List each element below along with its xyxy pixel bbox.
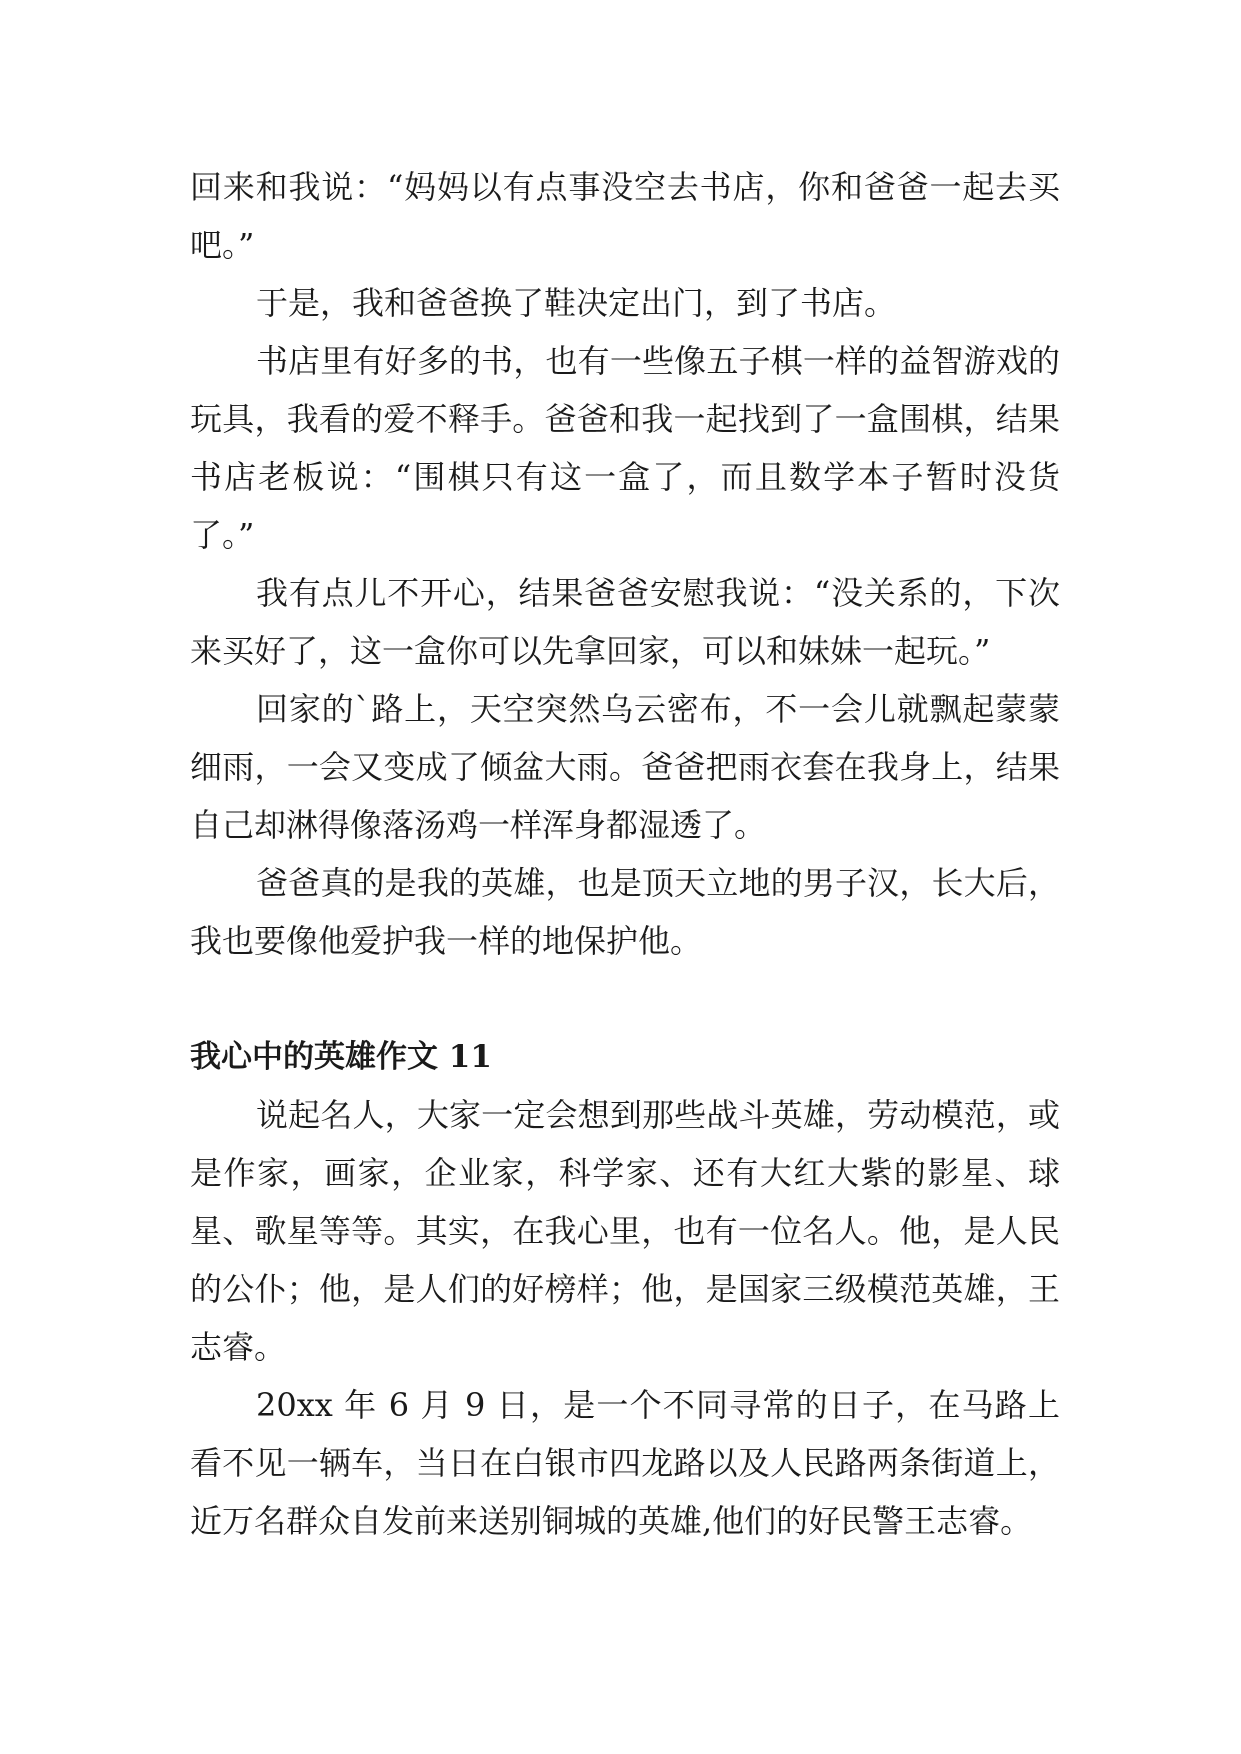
paragraph: 爸爸真的是我的英雄，也是顶天立地的男子汉，长大后，我也要像他爱护我一样的地保护他。 bbox=[190, 864, 1060, 960]
paragraph: 20xx 年 6 月 9 日，是一个不同寻常的日子，在马路上看不见一辆车，当日在白银市四龙路以及人民路两条街道上，近万名群众自发前来送别铜城的英雄,他们的好民警王志睿。 bbox=[190, 1386, 1060, 1540]
paragraph: 说起名人，大家一定会想到那些战斗英雄，劳动模范，或是作家，画家，企业家，科学家、还有大红大紫的影星、球星、歌星等等。其实，在我心里，也有一位名人。他，是人民的公仆；他，是人们的好榜样；他，是国家三级模范英雄，王志睿。 bbox=[190, 1096, 1060, 1366]
document-body bbox=[190, 158, 1060, 1550]
paragraph: 我有点儿不开心，结果爸爸安慰我说：“没关系的，下次来买好了，这一盒你可以先拿回家，可以和妹妹一起玩。” bbox=[190, 574, 1060, 670]
paragraph: 回家的`路上，天空突然乌云密布，不一会儿就飘起蒙蒙细雨，一会又变成了倾盆大雨。爸爸把雨衣套在我身上，结果自己却淋得像落汤鸡一样浑身都湿透了。 bbox=[190, 690, 1060, 844]
paragraph: 书店里有好多的书，也有一些像五子棋一样的益智游戏的玩具，我看的爱不释手。爸爸和我一起找到了一盒围棋，结果书店老板说：“围棋只有这一盒了，而且数学本子暂时没货了。” bbox=[190, 342, 1060, 554]
section-title: 我心中的英雄作文 11 bbox=[190, 1039, 492, 1075]
section-gap bbox=[190, 970, 1060, 1028]
paragraph: 于是，我和爸爸换了鞋决定出门，到了书店。 bbox=[256, 284, 897, 322]
paragraph-continuation: 回来和我说：“妈妈以有点事没空去书店，你和爸爸一起去买吧。” bbox=[190, 168, 1060, 264]
